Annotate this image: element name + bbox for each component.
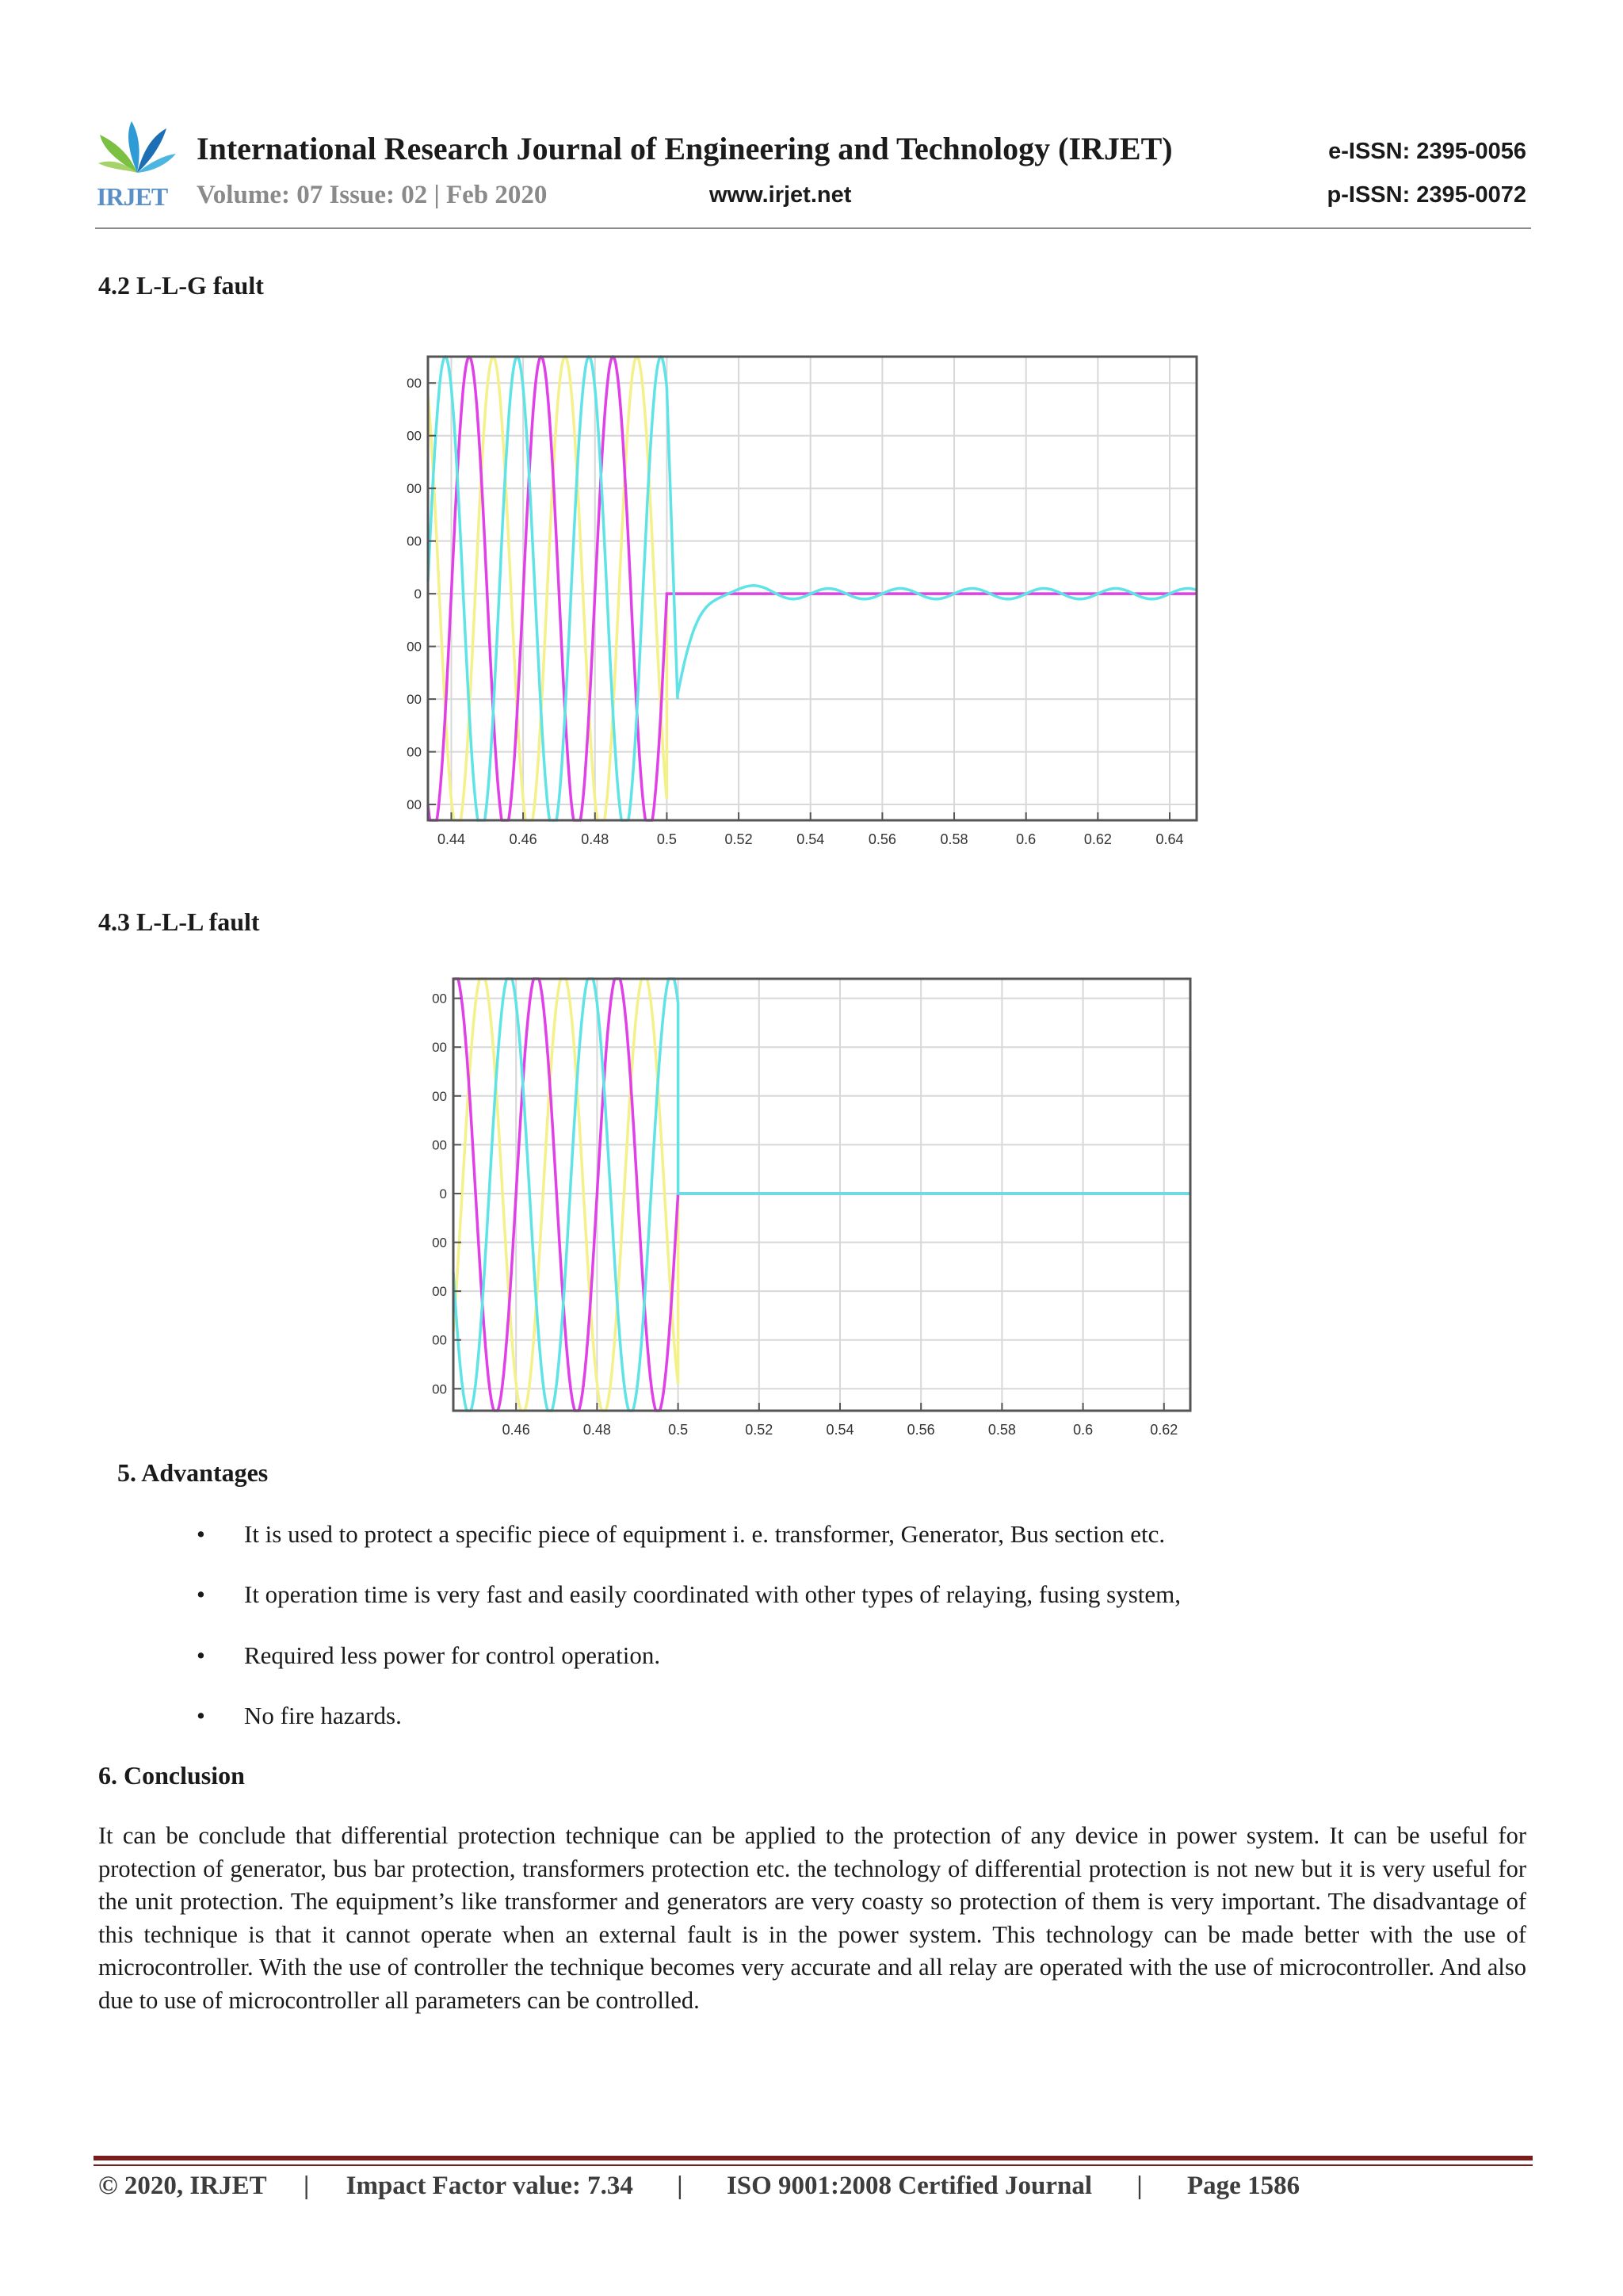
volume-info: Volume: 07 Issue: 02 | Feb 2020 xyxy=(197,181,548,209)
bullet-icon: • xyxy=(197,1641,205,1669)
x-tick-label: 0.5 xyxy=(668,1422,689,1438)
advantage-item: • It is used to protect a specific piece of equipment i. e. transformer, Generator, Bus section etc. xyxy=(197,1520,1166,1548)
y-tick-label: 00 xyxy=(432,1137,447,1153)
x-tick-label: 0.52 xyxy=(745,1422,773,1438)
x-tick-label: 0.48 xyxy=(582,1422,611,1438)
x-tick-label: 0.6 xyxy=(1016,831,1037,847)
y-tick-label: 00 xyxy=(407,376,422,392)
footer-divider-thick xyxy=(94,2156,1533,2160)
y-tick-label: 00 xyxy=(407,428,422,444)
y-tick-label: 00 xyxy=(432,1284,447,1300)
x-tick-label: 0.64 xyxy=(1155,831,1184,847)
llg-fault-chart-svg xyxy=(396,341,1212,864)
y-tick-label: 00 xyxy=(407,692,422,708)
y-tick-label: 0 xyxy=(414,586,422,602)
x-tick-label: 0.56 xyxy=(907,1422,935,1438)
x-tick-label: 0.58 xyxy=(987,1422,1016,1438)
y-tick-label: 00 xyxy=(407,744,422,760)
section-heading-llg: 4.2 L-L-G fault xyxy=(98,271,264,300)
y-tick-label: 00 xyxy=(407,797,422,813)
footer-separator: | xyxy=(677,2172,683,2200)
advantage-item: • It operation time is very fast and easily coordinated with other types of relaying, fusing system, xyxy=(197,1580,1182,1608)
y-tick-label: 00 xyxy=(432,1235,447,1251)
y-tick-label: 00 xyxy=(407,639,422,655)
bullet-icon: • xyxy=(197,1580,205,1608)
advantage-item: • Required less power for control operation. xyxy=(197,1641,661,1669)
journal-title: International Research Journal of Engineering and Technology (IRJET) xyxy=(197,131,1173,166)
y-tick-label: 00 xyxy=(407,481,422,497)
x-tick-label: 0.46 xyxy=(502,1422,530,1438)
page-footer xyxy=(98,2172,1300,2201)
y-tick-label: 0 xyxy=(439,1186,447,1201)
bullet-icon: • xyxy=(197,1520,205,1548)
bullet-icon: • xyxy=(197,1702,205,1729)
footer-separator: | xyxy=(303,2172,310,2200)
x-tick-label: 0.62 xyxy=(1083,831,1112,847)
series-line-phase-b xyxy=(428,357,1197,820)
x-tick-label: 0.5 xyxy=(656,831,677,847)
footer-page-number: Page 1586 xyxy=(1187,2172,1300,2200)
y-tick-label: 00 xyxy=(432,991,447,1007)
x-tick-label: 0.54 xyxy=(826,1422,854,1438)
x-tick-label: 0.54 xyxy=(796,831,825,847)
footer-impact-factor: Impact Factor value: 7.34 xyxy=(346,2172,633,2200)
y-tick-label: 00 xyxy=(432,1040,447,1056)
x-tick-label: 0.52 xyxy=(724,831,753,847)
footer-divider-thin xyxy=(94,2164,1533,2166)
y-tick-label: 00 xyxy=(432,1332,447,1348)
footer-iso: ISO 9001:2008 Certified Journal xyxy=(726,2172,1093,2200)
logo-text: IRJET xyxy=(97,182,168,211)
lll-fault-chart-svg xyxy=(396,963,1212,1438)
header-divider xyxy=(95,227,1531,229)
conclusion-paragraph: It can be conclude that differential protection technique can be applied to the protection of any device in power system. It can be useful for protection of generator, bus bar protection, transformers protection etc. the technology of differential protection is not new but it is very useful for the unit protection. The equipment’s like transformer and generators are very coasty so protection of them is very important. The disadvantage of this technique is that it cannot operate when an external fault is in the power system. This technology can be made better with the use of microcontroller. With the use of controller the technique becomes very accurate and all relay are operated with the use of microcontroller. And also due to use of microcontroller all parameters can be controlled. xyxy=(98,1822,1526,2014)
lll-fault-chart xyxy=(396,963,1212,1438)
advantage-item: • No fire hazards. xyxy=(197,1702,402,1729)
y-tick-label: 00 xyxy=(432,1381,447,1397)
footer-copyright: © 2020, IRJET xyxy=(98,2172,267,2200)
x-tick-label: 0.62 xyxy=(1150,1422,1178,1438)
section-heading-lll: 4.3 L-L-L fault xyxy=(98,907,260,936)
section-heading-advantages: 5. Advantages xyxy=(117,1458,269,1487)
x-tick-label: 0.58 xyxy=(940,831,968,847)
y-tick-label: 00 xyxy=(407,533,422,549)
llg-fault-chart xyxy=(396,341,1212,864)
x-tick-label: 0.48 xyxy=(581,831,609,847)
x-tick-label: 0.56 xyxy=(868,831,896,847)
website-link[interactable]: www.irjet.net xyxy=(709,182,852,208)
y-tick-label: 00 xyxy=(432,1088,447,1104)
x-tick-label: 0.44 xyxy=(437,831,465,847)
section-heading-conclusion: 6. Conclusion xyxy=(98,1761,245,1790)
pissn: p-ISSN: 2395-0072 xyxy=(1327,182,1526,208)
footer-separator: | xyxy=(1136,2172,1143,2200)
eissn: e-ISSN: 2395-0056 xyxy=(1328,139,1526,164)
x-tick-label: 0.6 xyxy=(1073,1422,1094,1438)
series-line-phase-b xyxy=(453,979,1190,1411)
x-tick-label: 0.46 xyxy=(509,831,537,847)
